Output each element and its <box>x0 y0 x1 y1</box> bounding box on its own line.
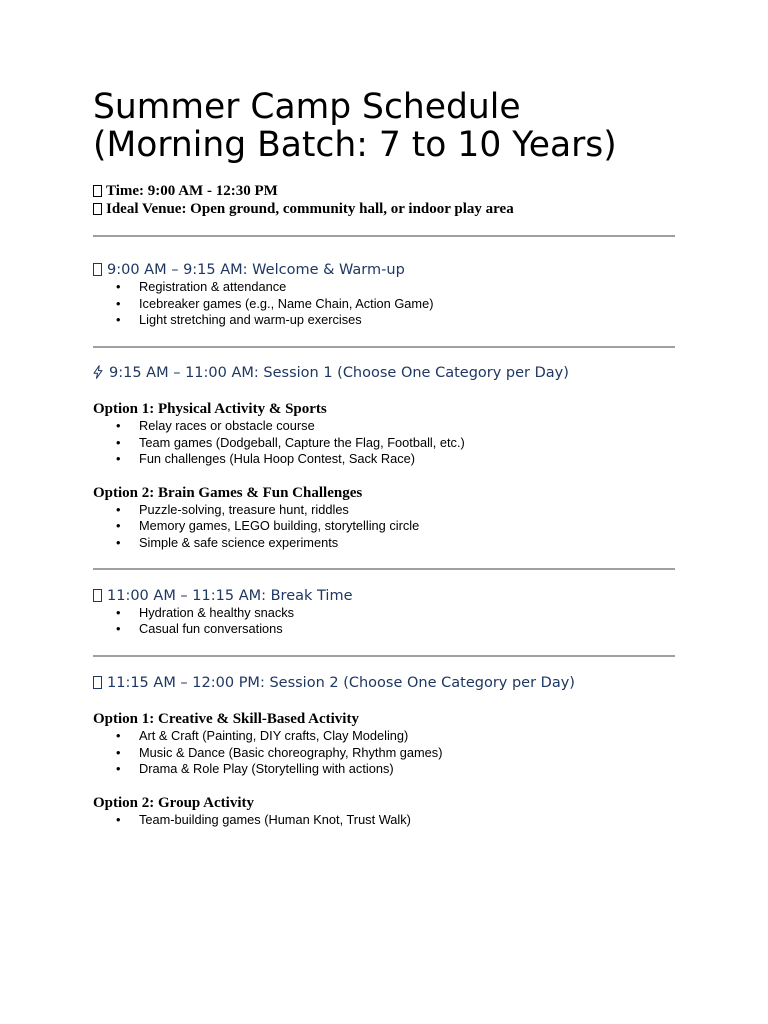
section-heading-text: 9:00 AM – 9:15 AM: Welcome & Warm-up <box>107 262 405 278</box>
lightning-icon <box>93 365 103 379</box>
list-item: • Team games (Dodgeball, Capture the Flag, Football, etc.) <box>93 435 675 452</box>
list-item: • Art & Craft (Painting, DIY crafts, Clay Modeling) <box>93 728 675 745</box>
time-info-text: Time: 9:00 AM - 12:30 PM <box>106 183 278 199</box>
bullet-list <box>93 418 675 468</box>
list-item: • Relay races or obstacle course <box>93 418 675 435</box>
section-divider <box>93 235 675 237</box>
option-label: Option 2: Group Activity <box>93 795 254 812</box>
list-item: • Registration & attendance <box>93 279 675 296</box>
option-label: Option 1: Creative & Skill-Based Activity <box>93 711 359 727</box>
option-label: Option 2: Brain Games & Fun Challenges <box>93 484 363 501</box>
section-heading <box>93 364 675 382</box>
list-item: • Fun challenges (Hula Hoop Contest, Sack Race) <box>93 451 675 468</box>
venue-info <box>93 200 675 218</box>
list-item: • Drama & Role Play (Storytelling with actions) <box>93 761 675 778</box>
section-divider <box>93 346 675 348</box>
page-title-line: (Morning Batch: 7 to 10 Years) <box>93 125 617 165</box>
bullet-list <box>93 279 675 329</box>
document-body <box>93 0 675 829</box>
list-item: • Icebreaker games (e.g., Name Chain, Action Game) <box>93 296 675 313</box>
list-item: • Hydration & healthy snacks <box>93 605 675 622</box>
list-item: • Light stretching and warm-up exercises <box>93 312 675 329</box>
list-item: • Team-building games (Human Knot, Trust Walk) <box>93 812 675 829</box>
bullet-list <box>93 502 675 552</box>
bullet-list <box>93 728 675 778</box>
time-info <box>93 182 675 200</box>
section-heading-text: 11:15 AM – 12:00 PM: Session 2 (Choose One Category per Day) <box>107 675 575 691</box>
section-heading <box>93 674 675 692</box>
page-title <box>93 88 675 164</box>
missing-glyph-icon <box>93 203 102 215</box>
section-heading <box>93 261 675 279</box>
missing-glyph-icon <box>93 185 102 197</box>
list-item: • Memory games, LEGO building, storytelling circle <box>93 518 675 535</box>
bullet-list <box>93 605 675 638</box>
section-heading-text: 9:15 AM – 11:00 AM: Session 1 (Choose One Category per Day) <box>109 365 569 381</box>
page-title-line: Summer Camp Schedule <box>93 87 521 127</box>
section-divider <box>93 655 675 657</box>
list-item: • Casual fun conversations <box>93 621 675 638</box>
list-item: • Simple & safe science experiments <box>93 535 675 552</box>
missing-glyph-icon <box>93 676 102 689</box>
section-heading-text: 11:00 AM – 11:15 AM: Break Time <box>107 587 353 604</box>
option-label: Option 1: Physical Activity & Sports <box>93 401 327 417</box>
camp-info <box>93 182 675 218</box>
list-item: • Puzzle-solving, treasure hunt, riddles <box>93 502 675 519</box>
missing-glyph-icon <box>93 263 102 276</box>
venue-info-text: Ideal Venue: Open ground, community hall, or indoor play area <box>106 201 514 217</box>
section-divider <box>93 568 675 570</box>
missing-glyph-icon <box>93 589 102 602</box>
list-item: • Music & Dance (Basic choreography, Rhythm games) <box>93 745 675 762</box>
bullet-list <box>93 812 675 829</box>
section-heading <box>93 587 675 605</box>
